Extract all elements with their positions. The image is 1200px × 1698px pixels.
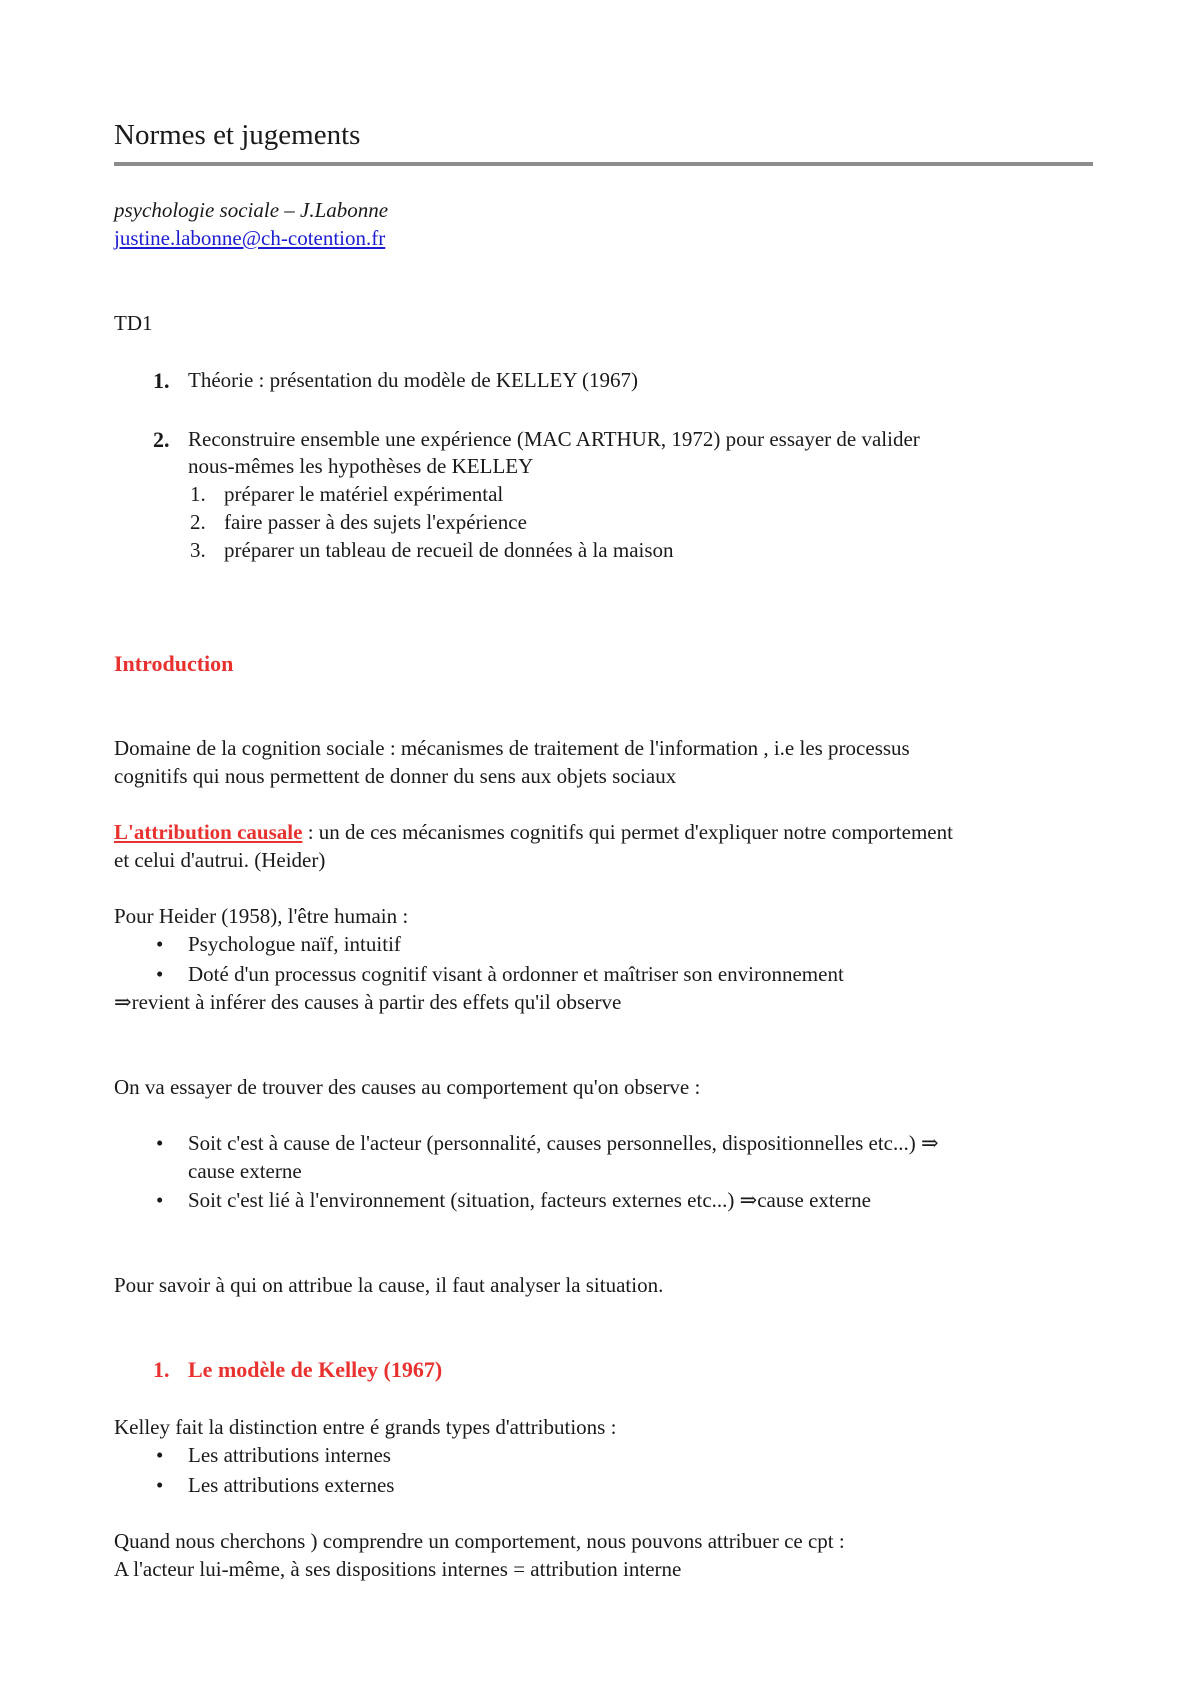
- td-item-1-text: Théorie : présentation du modèle de KELLEY (1967): [188, 368, 638, 392]
- attribution-line1: [114, 820, 953, 845]
- heider-conclusion: ⇒revient à inférer des causes à partir des effets qu'il observe: [114, 990, 622, 1014]
- kelley-heading: Le modèle de Kelley (1967): [188, 1357, 443, 1382]
- heider-bullet-2: Doté d'un processus cognitif visant à ordonner et maîtriser son environnement: [188, 962, 844, 986]
- kelley-distinction: Kelley fait la distinction entre é grands types d'attributions :: [114, 1415, 617, 1439]
- course-line: psychologie sociale – J.Labonne: [114, 198, 389, 222]
- email-link[interactable]: justine.labonne@ch-cotention.fr: [114, 226, 386, 250]
- bullet-icon: •: [156, 932, 164, 956]
- attribution-line2: et celui d'autrui. (Heider): [114, 848, 326, 872]
- intro-domain-line2: cognitifs qui nous permettent de donner du sens aux objets sociaux: [114, 764, 677, 788]
- td-item-2-number: 2.: [153, 427, 170, 452]
- td-item-1-number: 1.: [153, 368, 170, 393]
- bullet-icon: •: [156, 1131, 164, 1155]
- td-label: TD1: [114, 311, 153, 335]
- kelley-number: 1.: [153, 1357, 170, 1382]
- kelley-understanding-line2: A l'acteur lui-même, à ses dispositions internes = attribution interne: [114, 1557, 682, 1581]
- title-divider: [114, 162, 1093, 166]
- kelley-bullet-1: Les attributions internes: [188, 1443, 391, 1467]
- td-subitem-3-number: 3.: [190, 538, 206, 562]
- td-subitem-1-number: 1.: [190, 482, 206, 506]
- kelley-understanding-line1: Quand nous cherchons ) comprendre un comportement, nous pouvons attribuer ce cpt :: [114, 1529, 845, 1553]
- kelley-bullet-2: Les attributions externes: [188, 1473, 395, 1497]
- td-subitem-1-text: préparer le matériel expérimental: [224, 482, 504, 506]
- td-item-2-line1: Reconstruire ensemble une expérience (MAC ARTHUR, 1972) pour essayer de valider: [188, 427, 920, 451]
- attribution-term: L'attribution causale: [114, 820, 303, 844]
- td-subitem-3-text: préparer un tableau de recueil de données à la maison: [224, 538, 674, 562]
- bullet-icon: •: [156, 1443, 164, 1467]
- cause-bullet-1-line1: Soit c'est à cause de l'acteur (personnalité, causes personnelles, dispositionnelles etc...) ⇒: [188, 1131, 939, 1155]
- heider-intro: Pour Heider (1958), l'être humain :: [114, 904, 409, 928]
- bullet-icon: •: [156, 1188, 164, 1212]
- td-subitem-2-text: faire passer à des sujets l'expérience: [224, 510, 527, 534]
- heider-bullet-1: Psychologue naïf, intuitif: [188, 932, 401, 956]
- analysis-line: Pour savoir à qui on attribue la cause, il faut analyser la situation.: [114, 1273, 664, 1297]
- intro-heading: Introduction: [114, 651, 234, 676]
- intro-domain-line1: Domaine de la cognition sociale : mécanismes de traitement de l'information , i.e les processus: [114, 736, 910, 760]
- bullet-icon: •: [156, 962, 164, 986]
- causes-intro: On va essayer de trouver des causes au comportement qu'on observe :: [114, 1075, 701, 1099]
- cause-bullet-1-line2: cause externe: [188, 1159, 302, 1183]
- td-item-2-line2: nous-mêmes les hypothèses de KELLEY: [188, 454, 534, 478]
- cause-bullet-2: Soit c'est lié à l'environnement (situation, facteurs externes etc...) ⇒cause externe: [188, 1188, 871, 1212]
- page-title: Normes et jugements: [114, 119, 361, 151]
- td-subitem-2-number: 2.: [190, 510, 206, 534]
- bullet-icon: •: [156, 1473, 164, 1497]
- attribution-definition: : un de ces mécanismes cognitifs qui permet d'expliquer notre comportement: [302, 820, 953, 844]
